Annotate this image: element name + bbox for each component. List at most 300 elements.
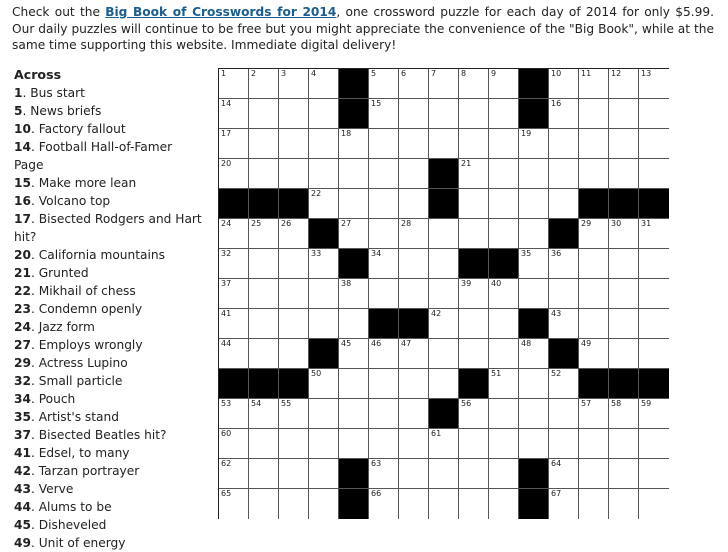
clue-text: Disheveled — [38, 518, 107, 532]
grid-cell[interactable] — [519, 279, 549, 309]
grid-cell[interactable] — [219, 429, 249, 459]
grid-cell[interactable] — [609, 159, 639, 189]
grid-cell[interactable] — [369, 369, 399, 399]
grid-cell[interactable] — [579, 459, 609, 489]
grid-cell[interactable] — [639, 159, 669, 189]
clue-number: 42 — [14, 464, 31, 478]
grid-cell[interactable] — [519, 249, 549, 279]
black-square — [219, 189, 249, 219]
cell-number: 61 — [431, 429, 442, 438]
cell-number: 22 — [311, 189, 322, 198]
clue-number: 15 — [14, 176, 31, 190]
grid-cell[interactable] — [459, 219, 489, 249]
cell-number: 60 — [221, 429, 232, 438]
grid-cell[interactable] — [639, 279, 669, 309]
clue-number: 24 — [14, 320, 31, 334]
grid-cell[interactable] — [549, 99, 579, 129]
across-clue-44[interactable]: 44. Alums to be — [14, 500, 112, 514]
across-clue-10[interactable]: 10. Factory fallout — [14, 122, 126, 136]
grid-cell[interactable] — [639, 249, 669, 279]
grid-cell[interactable] — [429, 489, 459, 519]
across-clue-16[interactable]: 16. Volcano top — [14, 194, 111, 208]
grid-cell[interactable] — [519, 159, 549, 189]
grid-cell[interactable] — [279, 129, 309, 159]
grid-cell[interactable] — [219, 309, 249, 339]
grid-cell[interactable] — [609, 429, 639, 459]
grid-cell[interactable] — [489, 309, 519, 339]
grid-cell[interactable] — [429, 459, 459, 489]
grid-cell[interactable] — [549, 429, 579, 459]
grid-cell[interactable] — [429, 129, 459, 159]
grid-cell[interactable] — [549, 369, 579, 399]
grid-cell[interactable] — [579, 99, 609, 129]
grid-cell[interactable] — [639, 309, 669, 339]
across-clue-49[interactable]: 49. Unit of energy — [14, 536, 126, 550]
grid-cell[interactable] — [279, 249, 309, 279]
grid-cell[interactable] — [549, 279, 579, 309]
grid-cell[interactable] — [309, 189, 339, 219]
cell-number: 39 — [461, 279, 472, 288]
grid-cell[interactable] — [249, 459, 279, 489]
grid-cell[interactable] — [279, 459, 309, 489]
cell-number: 46 — [371, 339, 382, 348]
cell-number: 58 — [611, 399, 622, 408]
grid-cell[interactable] — [399, 69, 429, 99]
grid-cell[interactable] — [249, 129, 279, 159]
black-square — [639, 189, 669, 219]
grid-cell[interactable] — [249, 399, 279, 429]
grid-cell[interactable] — [279, 159, 309, 189]
grid-cell[interactable] — [279, 489, 309, 519]
grid-cell[interactable] — [549, 129, 579, 159]
grid-cell[interactable] — [399, 459, 429, 489]
grid-cell[interactable] — [579, 129, 609, 159]
grid-cell[interactable] — [609, 279, 639, 309]
clue-text: News briefs — [30, 104, 102, 118]
grid-cell[interactable] — [309, 309, 339, 339]
grid-cell[interactable] — [219, 159, 249, 189]
grid-cell[interactable] — [579, 489, 609, 519]
across-clue-22[interactable]: 22. Mikhail of chess — [14, 284, 136, 298]
cell-number: 10 — [551, 69, 562, 78]
grid-cell[interactable] — [639, 219, 669, 249]
clue-text: Football Hall-of-Famer Page — [14, 140, 173, 172]
grid-cell[interactable] — [279, 309, 309, 339]
grid-cell[interactable] — [639, 459, 669, 489]
grid-cell[interactable] — [249, 429, 279, 459]
grid-cell[interactable] — [399, 489, 429, 519]
grid-cell[interactable] — [399, 99, 429, 129]
cell-number: 33 — [311, 249, 322, 258]
grid-cell[interactable] — [459, 279, 489, 309]
grid-cell[interactable] — [309, 489, 339, 519]
grid-cell[interactable] — [309, 69, 339, 99]
grid-cell[interactable] — [249, 69, 279, 99]
grid-cell[interactable] — [339, 339, 369, 369]
grid-cell[interactable] — [549, 399, 579, 429]
grid-cell[interactable] — [279, 69, 309, 99]
grid-cell[interactable] — [219, 99, 249, 129]
cell-number: 35 — [521, 249, 532, 258]
across-clue-5[interactable]: 5. News briefs — [14, 104, 102, 118]
grid-cell[interactable] — [249, 489, 279, 519]
clue-text: Edsel, to many — [38, 446, 130, 460]
grid-cell[interactable] — [519, 399, 549, 429]
grid-cell[interactable] — [459, 399, 489, 429]
grid-cell[interactable] — [309, 459, 339, 489]
grid-cell[interactable] — [279, 219, 309, 249]
grid-cell[interactable] — [369, 189, 399, 219]
grid-cell[interactable] — [549, 189, 579, 219]
black-square — [549, 219, 579, 249]
cell-number: 16 — [551, 99, 562, 108]
cell-number: 42 — [431, 309, 442, 318]
grid-cell[interactable] — [609, 489, 639, 519]
grid-cell[interactable] — [399, 279, 429, 309]
grid-cell[interactable] — [459, 429, 489, 459]
grid-cell[interactable] — [489, 399, 519, 429]
grid-cell[interactable] — [339, 279, 369, 309]
grid-cell[interactable] — [519, 339, 549, 369]
black-square — [459, 249, 489, 279]
across-clue-17[interactable]: 17. Bisected Rodgers and Hart hit? — [14, 212, 202, 244]
grid-cell[interactable] — [489, 339, 519, 369]
grid-cell[interactable] — [309, 249, 339, 279]
grid-cell[interactable] — [459, 69, 489, 99]
grid-cell[interactable] — [459, 189, 489, 219]
black-square — [459, 369, 489, 399]
grid-cell[interactable] — [579, 309, 609, 339]
grid-cell[interactable] — [519, 429, 549, 459]
grid-cell[interactable] — [489, 219, 519, 249]
grid-cell[interactable] — [609, 69, 639, 99]
across-clue-21[interactable]: 21. Grunted — [14, 266, 89, 280]
grid-cell[interactable] — [279, 279, 309, 309]
grid-cell[interactable] — [489, 279, 519, 309]
grid-cell[interactable] — [579, 399, 609, 429]
grid-cell[interactable] — [219, 69, 249, 99]
grid-cell[interactable] — [339, 429, 369, 459]
clue-text: Employs wrongly — [38, 338, 143, 352]
grid-cell[interactable] — [519, 189, 549, 219]
clue-text: California mountains — [38, 248, 165, 262]
grid-cell[interactable] — [459, 99, 489, 129]
black-square — [429, 159, 459, 189]
across-clue-24[interactable]: 24. Jazz form — [14, 320, 95, 334]
grid-cell[interactable] — [399, 369, 429, 399]
grid-cell[interactable] — [579, 219, 609, 249]
grid-cell[interactable] — [489, 459, 519, 489]
cell-number: 66 — [371, 489, 382, 498]
grid-cell[interactable] — [639, 99, 669, 129]
grid-cell[interactable] — [549, 489, 579, 519]
across-clue-20[interactable]: 20. California mountains — [14, 248, 165, 262]
grid-cell[interactable] — [369, 99, 399, 129]
grid-cell[interactable] — [369, 489, 399, 519]
grid-cell[interactable] — [369, 399, 399, 429]
cell-number: 31 — [641, 219, 652, 228]
clue-number: 16 — [14, 194, 31, 208]
grid-cell[interactable] — [369, 249, 399, 279]
cell-number: 3 — [281, 69, 287, 78]
grid-cell[interactable] — [609, 219, 639, 249]
grid-cell[interactable] — [429, 279, 459, 309]
grid-cell[interactable] — [459, 489, 489, 519]
grid-cell[interactable] — [399, 189, 429, 219]
clue-number: 10 — [14, 122, 31, 136]
clue-number: 43 — [14, 482, 31, 496]
clue-text: Factory fallout — [38, 122, 126, 136]
grid-cell[interactable] — [249, 339, 279, 369]
cell-number: 47 — [401, 339, 412, 348]
grid-cell[interactable] — [429, 309, 459, 339]
grid-cell[interactable] — [519, 219, 549, 249]
grid-cell[interactable] — [519, 369, 549, 399]
grid-cell[interactable] — [459, 339, 489, 369]
black-square — [339, 249, 369, 279]
cell-number: 40 — [491, 279, 502, 288]
clue-text: Artist's stand — [38, 410, 119, 424]
cell-number: 51 — [491, 369, 502, 378]
grid-cell[interactable] — [219, 129, 249, 159]
grid-cell[interactable] — [219, 279, 249, 309]
cell-number: 59 — [641, 399, 652, 408]
cell-number: 44 — [221, 339, 232, 348]
across-clue-27[interactable]: 27. Employs wrongly — [14, 338, 143, 352]
grid-cell[interactable] — [249, 279, 279, 309]
grid-cell[interactable] — [279, 339, 309, 369]
cell-number: 24 — [221, 219, 232, 228]
crossword-grid — [218, 68, 669, 519]
grid-cell[interactable] — [279, 429, 309, 459]
grid-cell[interactable] — [369, 339, 399, 369]
cell-number: 20 — [221, 159, 232, 168]
grid-cell[interactable] — [489, 129, 519, 159]
grid-cell[interactable] — [249, 219, 279, 249]
clue-number: 21 — [14, 266, 31, 280]
grid-cell[interactable] — [489, 429, 519, 459]
across-clue-37[interactable]: 37. Bisected Beatles hit? — [14, 428, 167, 442]
grid-cell[interactable] — [609, 339, 639, 369]
grid-cell[interactable] — [219, 249, 249, 279]
black-square — [549, 339, 579, 369]
grid-cell[interactable] — [549, 249, 579, 279]
black-square — [429, 189, 459, 219]
grid-cell[interactable] — [609, 399, 639, 429]
grid-cell[interactable] — [309, 279, 339, 309]
grid-cell[interactable] — [609, 459, 639, 489]
cell-number: 27 — [341, 219, 352, 228]
cell-number: 67 — [551, 489, 562, 498]
grid-cell[interactable] — [429, 99, 459, 129]
intro-suffix: , one crossword puzzle for each day of 2014 for only $5.99. Our daily puzzles will continue to be free but you might appreciate the convenience of the "Big Book", while at the same time supporting this website. Immediate digital delivery! — [12, 5, 714, 52]
grid-cell[interactable] — [429, 339, 459, 369]
cell-number: 11 — [581, 69, 592, 78]
grid-cell[interactable] — [369, 429, 399, 459]
grid-cell[interactable] — [459, 309, 489, 339]
grid-cell[interactable] — [609, 309, 639, 339]
grid-cell[interactable] — [429, 249, 459, 279]
grid-cell[interactable] — [609, 129, 639, 159]
cell-number: 2 — [251, 69, 257, 78]
grid-cell[interactable] — [249, 159, 279, 189]
clue-text: Jazz form — [38, 320, 95, 334]
grid-cell[interactable] — [369, 69, 399, 99]
grid-cell[interactable] — [399, 249, 429, 279]
across-clue-45[interactable]: 45. Disheveled — [14, 518, 107, 532]
cell-number: 1 — [221, 69, 227, 78]
grid-cell[interactable] — [609, 99, 639, 129]
cell-number: 34 — [371, 249, 382, 258]
intro-prefix: Check out the — [12, 5, 106, 19]
black-square — [399, 309, 429, 339]
black-square — [339, 489, 369, 519]
across-clue-43[interactable]: 43. Verve — [14, 482, 74, 496]
black-square — [339, 69, 369, 99]
grid-cell[interactable] — [219, 489, 249, 519]
grid-cell[interactable] — [249, 99, 279, 129]
grid-cell[interactable] — [429, 369, 459, 399]
cell-number: 17 — [221, 129, 232, 138]
grid-cell[interactable] — [309, 429, 339, 459]
grid-cell[interactable] — [369, 159, 399, 189]
grid-cell[interactable] — [219, 339, 249, 369]
grid-cell[interactable] — [339, 129, 369, 159]
black-square — [219, 369, 249, 399]
grid-cell[interactable] — [639, 489, 669, 519]
grid-cell[interactable] — [489, 189, 519, 219]
across-clue-32[interactable]: 32. Small particle — [14, 374, 123, 388]
clue-number: 41 — [14, 446, 31, 460]
clue-text: Verve — [38, 482, 74, 496]
grid-cell[interactable] — [639, 69, 669, 99]
grid-cell[interactable] — [309, 99, 339, 129]
grid-cell[interactable] — [489, 489, 519, 519]
black-square — [309, 219, 339, 249]
grid-cell[interactable] — [309, 129, 339, 159]
grid-cell[interactable] — [219, 459, 249, 489]
grid-cell[interactable] — [399, 219, 429, 249]
grid-cell[interactable] — [249, 309, 279, 339]
grid-cell[interactable] — [639, 339, 669, 369]
cell-number: 9 — [491, 69, 497, 78]
grid-cell[interactable] — [579, 429, 609, 459]
cell-number: 15 — [371, 99, 382, 108]
grid-cell[interactable] — [579, 249, 609, 279]
grid-cell[interactable] — [579, 339, 609, 369]
clue-text: Bisected Rodgers and Hart hit? — [14, 212, 202, 244]
cell-number: 57 — [581, 399, 592, 408]
cell-number: 28 — [401, 219, 412, 228]
grid-cell[interactable] — [249, 249, 279, 279]
grid-cell[interactable] — [429, 219, 459, 249]
grid-cell[interactable] — [579, 279, 609, 309]
cell-number: 14 — [221, 99, 232, 108]
grid-cell[interactable] — [519, 129, 549, 159]
grid-cell[interactable] — [639, 429, 669, 459]
grid-cell[interactable] — [369, 219, 399, 249]
clue-number: 27 — [14, 338, 31, 352]
across-clue-42[interactable]: 42. Tarzan portrayer — [14, 464, 140, 478]
cell-number: 30 — [611, 219, 622, 228]
across-clue-15[interactable]: 15. Make more lean — [14, 176, 137, 190]
across-clue-23[interactable]: 23. Condemn openly — [14, 302, 143, 316]
grid-cell[interactable] — [309, 159, 339, 189]
across-clue-1[interactable]: 1. Bus start — [14, 86, 85, 100]
cell-number: 26 — [281, 219, 292, 228]
grid-cell[interactable] — [339, 399, 369, 429]
black-square — [519, 459, 549, 489]
grid-cell[interactable] — [339, 369, 369, 399]
grid-cell[interactable] — [369, 279, 399, 309]
black-square — [639, 369, 669, 399]
grid-cell[interactable] — [429, 429, 459, 459]
grid-cell[interactable] — [549, 309, 579, 339]
grid-cell[interactable] — [639, 399, 669, 429]
grid-cell[interactable] — [399, 129, 429, 159]
black-square — [279, 189, 309, 219]
grid-cell[interactable] — [219, 399, 249, 429]
across-clue-14[interactable]: 14. Football Hall-of-Famer Page — [14, 140, 173, 172]
grid-cell[interactable] — [279, 99, 309, 129]
big-book-link[interactable]: Big Book of Crosswords for 2014 — [105, 5, 337, 19]
grid-cell[interactable] — [219, 219, 249, 249]
clue-number: 20 — [14, 248, 31, 262]
grid-cell[interactable] — [369, 459, 399, 489]
grid-cell[interactable] — [579, 159, 609, 189]
grid-cell[interactable] — [489, 159, 519, 189]
grid-cell[interactable] — [579, 69, 609, 99]
cell-number: 21 — [461, 159, 472, 168]
grid-cell[interactable] — [369, 129, 399, 159]
grid-cell[interactable] — [639, 129, 669, 159]
cell-number: 62 — [221, 459, 232, 468]
grid-cell[interactable] — [429, 69, 459, 99]
across-clue-35[interactable]: 35. Artist's stand — [14, 410, 119, 424]
across-clue-29[interactable]: 29. Actress Lupino — [14, 356, 128, 370]
cell-number: 29 — [581, 219, 592, 228]
grid-cell[interactable] — [489, 99, 519, 129]
grid-cell[interactable] — [339, 189, 369, 219]
across-clue-34[interactable]: 34. Pouch — [14, 392, 76, 406]
cell-number: 38 — [341, 279, 352, 288]
across-clue-41[interactable]: 41. Edsel, to many — [14, 446, 130, 460]
grid-cell[interactable] — [549, 159, 579, 189]
grid-cell[interactable] — [399, 399, 429, 429]
grid-cell[interactable] — [309, 399, 339, 429]
grid-cell[interactable] — [459, 459, 489, 489]
grid-cell[interactable] — [489, 69, 519, 99]
grid-cell[interactable] — [489, 369, 519, 399]
cell-number: 49 — [581, 339, 592, 348]
grid-cell[interactable] — [339, 309, 369, 339]
black-square — [609, 189, 639, 219]
cell-number: 45 — [341, 339, 352, 348]
grid-cell[interactable] — [549, 69, 579, 99]
grid-cell[interactable] — [459, 129, 489, 159]
grid-cell[interactable] — [339, 159, 369, 189]
grid-cell[interactable] — [309, 369, 339, 399]
grid-cell[interactable] — [279, 399, 309, 429]
grid-cell[interactable] — [399, 339, 429, 369]
grid-cell[interactable] — [549, 459, 579, 489]
grid-cell[interactable] — [459, 159, 489, 189]
grid-cell[interactable] — [609, 249, 639, 279]
grid-cell[interactable] — [339, 219, 369, 249]
grid-cell[interactable] — [399, 159, 429, 189]
grid-cell[interactable] — [399, 429, 429, 459]
cell-number: 53 — [221, 399, 232, 408]
